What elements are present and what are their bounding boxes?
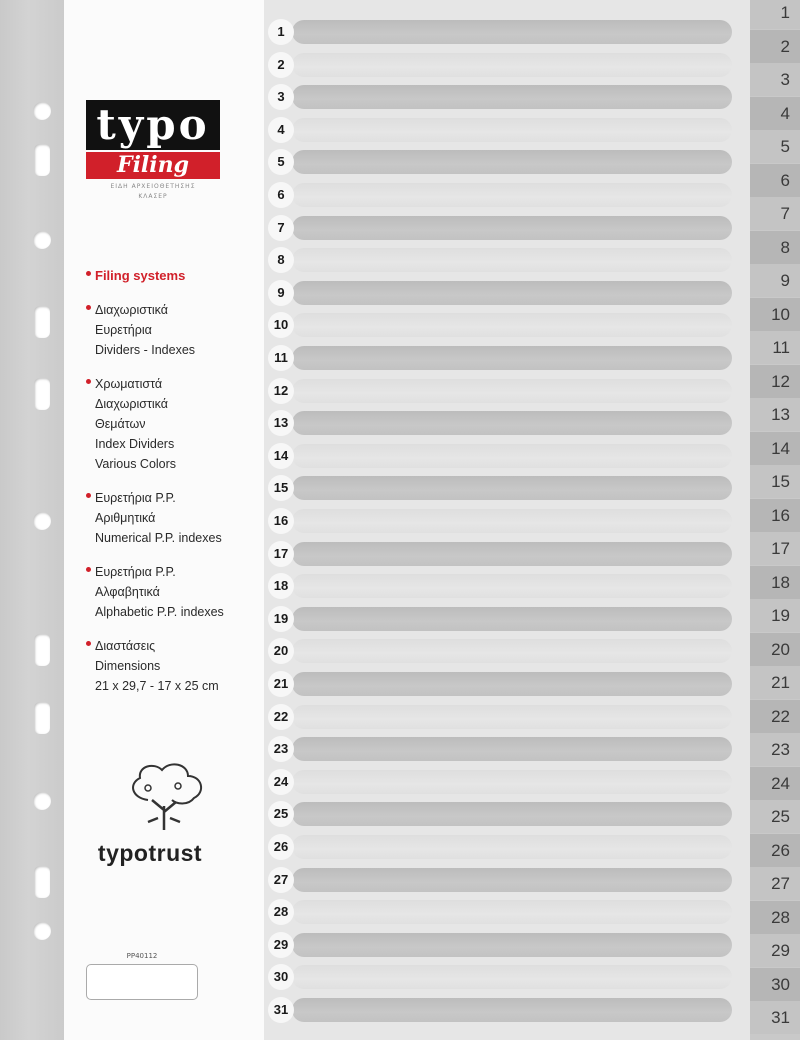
index-tab: 9 bbox=[750, 264, 800, 297]
divider-bar bbox=[292, 639, 732, 663]
divider-bar bbox=[292, 933, 732, 957]
index-tab: 30 bbox=[750, 968, 800, 1001]
divider-bar bbox=[292, 118, 732, 142]
divider-bar bbox=[292, 183, 732, 207]
typo-logo: typo bbox=[86, 100, 220, 150]
index-tab: 10 bbox=[750, 298, 800, 331]
divider-number: 23 bbox=[268, 736, 294, 762]
divider-number: 14 bbox=[268, 443, 294, 469]
divider-number: 28 bbox=[268, 899, 294, 925]
feature-line: Dimensions bbox=[95, 659, 161, 673]
punch-hole bbox=[33, 231, 51, 249]
tree-logo-icon bbox=[118, 760, 214, 832]
divider-number: 13 bbox=[268, 410, 294, 436]
feature-line: Θεμάτων bbox=[95, 417, 146, 431]
divider-number: 18 bbox=[268, 573, 294, 599]
divider-number: 22 bbox=[268, 704, 294, 730]
divider-number: 8 bbox=[268, 247, 294, 273]
feature-line: Ευρετήρια P.P. bbox=[95, 491, 176, 505]
divider-number: 6 bbox=[268, 182, 294, 208]
feature-line: Dividers - Indexes bbox=[95, 343, 196, 357]
divider-bar bbox=[292, 542, 732, 566]
index-tab: 4 bbox=[750, 97, 800, 130]
index-tab: 5 bbox=[750, 130, 800, 163]
divider-number: 24 bbox=[268, 769, 294, 795]
index-tab: 1 bbox=[750, 0, 800, 29]
index-tab: 24 bbox=[750, 767, 800, 800]
bullet-icon bbox=[86, 305, 91, 310]
divider-bar bbox=[292, 85, 732, 109]
divider-number: 11 bbox=[268, 345, 294, 371]
divider-number: 15 bbox=[268, 475, 294, 501]
feature-item bbox=[86, 374, 264, 474]
divider-bar bbox=[292, 737, 732, 761]
feature-line: Διαστάσεις bbox=[95, 639, 156, 653]
divider-number: 31 bbox=[268, 997, 294, 1023]
feature-line: Χρωματιστά bbox=[95, 377, 163, 391]
divider-number: 4 bbox=[268, 117, 294, 143]
divider-bar bbox=[292, 835, 732, 859]
divider-bar bbox=[292, 770, 732, 794]
index-tab: 26 bbox=[750, 834, 800, 867]
index-tab: 14 bbox=[750, 432, 800, 465]
feature-line: Αριθμητικά bbox=[95, 511, 156, 525]
feature-line: Διαχωριστικά bbox=[95, 303, 168, 317]
divider-bar bbox=[292, 672, 732, 696]
index-tab: 17 bbox=[750, 532, 800, 565]
feature-item bbox=[86, 300, 264, 360]
index-tab: 23 bbox=[750, 733, 800, 766]
divider-number: 12 bbox=[268, 378, 294, 404]
index-tab: 16 bbox=[750, 499, 800, 532]
index-tab: 21 bbox=[750, 666, 800, 699]
divider-bar bbox=[292, 216, 732, 240]
divider-number: 3 bbox=[268, 84, 294, 110]
divider-number: 27 bbox=[268, 867, 294, 893]
feature-line: Alphabetic P.P. indexes bbox=[95, 605, 224, 619]
punch-hole bbox=[33, 792, 51, 810]
feature-item bbox=[86, 636, 264, 696]
divider-number: 9 bbox=[268, 280, 294, 306]
divider-bar bbox=[292, 53, 732, 77]
feature-line: Various Colors bbox=[95, 457, 177, 471]
divider-number: 2 bbox=[268, 52, 294, 78]
feature-line: Ευρετήρια P.P. bbox=[95, 565, 176, 579]
index-tab: 3 bbox=[750, 63, 800, 96]
feature-line: Filing systems bbox=[95, 268, 186, 283]
punch-hole bbox=[33, 512, 51, 530]
index-tab: 13 bbox=[750, 398, 800, 431]
index-tab: 8 bbox=[750, 231, 800, 264]
divider-bar bbox=[292, 281, 732, 305]
punch-slot bbox=[34, 306, 50, 338]
divider-number: 30 bbox=[268, 964, 294, 990]
divider-number: 17 bbox=[268, 541, 294, 567]
punch-slot bbox=[34, 702, 50, 734]
bullet-icon bbox=[86, 379, 91, 384]
index-tab: 11 bbox=[750, 331, 800, 364]
index-tab: 29 bbox=[750, 934, 800, 967]
feature-line: Index Dividers bbox=[95, 437, 175, 451]
index-tab: 20 bbox=[750, 633, 800, 666]
binding-strip bbox=[0, 0, 64, 1040]
divider-bar bbox=[292, 20, 732, 44]
index-tab: 27 bbox=[750, 867, 800, 900]
divider-number: 26 bbox=[268, 834, 294, 860]
divider-bar bbox=[292, 346, 732, 370]
divider-bar bbox=[292, 868, 732, 892]
divider-bar bbox=[292, 574, 732, 598]
feature-line: Numerical P.P. indexes bbox=[95, 531, 222, 545]
divider-number: 5 bbox=[268, 149, 294, 175]
feature-item bbox=[86, 266, 264, 286]
bullet-icon bbox=[86, 271, 91, 276]
divider-number: 10 bbox=[268, 312, 294, 338]
divider-bar bbox=[292, 150, 732, 174]
divider-number: 16 bbox=[268, 508, 294, 534]
index-tab: 25 bbox=[750, 800, 800, 833]
divider-number: 7 bbox=[268, 215, 294, 241]
divider-bar bbox=[292, 313, 732, 337]
index-tab: 31 bbox=[750, 1001, 800, 1034]
feature-line: Αλφαβητικά bbox=[95, 585, 160, 599]
punch-slot bbox=[34, 634, 50, 666]
feature-line: Ευρετήρια bbox=[95, 323, 152, 337]
feature-list bbox=[86, 266, 264, 710]
bullet-icon bbox=[86, 641, 91, 646]
index-tab: 7 bbox=[750, 197, 800, 230]
divider-bar bbox=[292, 705, 732, 729]
divider-bar bbox=[292, 379, 732, 403]
product-code: PP40112 bbox=[126, 952, 158, 960]
punch-hole bbox=[33, 922, 51, 940]
feature-item bbox=[86, 488, 264, 548]
divider-bar bbox=[292, 802, 732, 826]
index-tab: 15 bbox=[750, 465, 800, 498]
index-tab: 22 bbox=[750, 700, 800, 733]
index-tab: 6 bbox=[750, 164, 800, 197]
punch-slot bbox=[34, 378, 50, 410]
index-tab: 2 bbox=[750, 30, 800, 63]
bullet-icon bbox=[86, 567, 91, 572]
index-tab: 19 bbox=[750, 599, 800, 632]
feature-line: Διαχωριστικά bbox=[95, 397, 168, 411]
divider-number: 19 bbox=[268, 606, 294, 632]
bullet-icon bbox=[86, 493, 91, 498]
divider-bar bbox=[292, 998, 732, 1022]
divider-bar bbox=[292, 444, 732, 468]
label-box bbox=[86, 964, 198, 1000]
punch-hole bbox=[33, 102, 51, 120]
divider-number: 20 bbox=[268, 638, 294, 664]
divider-number: 25 bbox=[268, 801, 294, 827]
feature-item bbox=[86, 562, 264, 622]
divider-number: 21 bbox=[268, 671, 294, 697]
divider-number: 1 bbox=[268, 19, 294, 45]
index-tab: 12 bbox=[750, 365, 800, 398]
divider-bar bbox=[292, 900, 732, 924]
feature-line: 21 x 29,7 - 17 x 25 cm bbox=[95, 679, 219, 693]
logo-tagline: ΕΙΔΗ ΑΡΧΕΙΟΘΕΤΗΣΗΣ bbox=[110, 183, 196, 190]
punch-slot bbox=[34, 144, 50, 176]
index-tab: 18 bbox=[750, 566, 800, 599]
divider-number: 29 bbox=[268, 932, 294, 958]
divider-bar bbox=[292, 476, 732, 500]
divider-bar bbox=[292, 248, 732, 272]
divider-bar bbox=[292, 965, 732, 989]
index-tab: 28 bbox=[750, 901, 800, 934]
divider-bar bbox=[292, 509, 732, 533]
divider-bar bbox=[292, 411, 732, 435]
logo-tagline: ΚΛΑΣΕΡ bbox=[138, 193, 168, 200]
filing-logo: Filing bbox=[86, 152, 220, 179]
punch-slot bbox=[34, 866, 50, 898]
typotrust-logo: typotrust bbox=[97, 840, 203, 866]
divider-bar bbox=[292, 607, 732, 631]
